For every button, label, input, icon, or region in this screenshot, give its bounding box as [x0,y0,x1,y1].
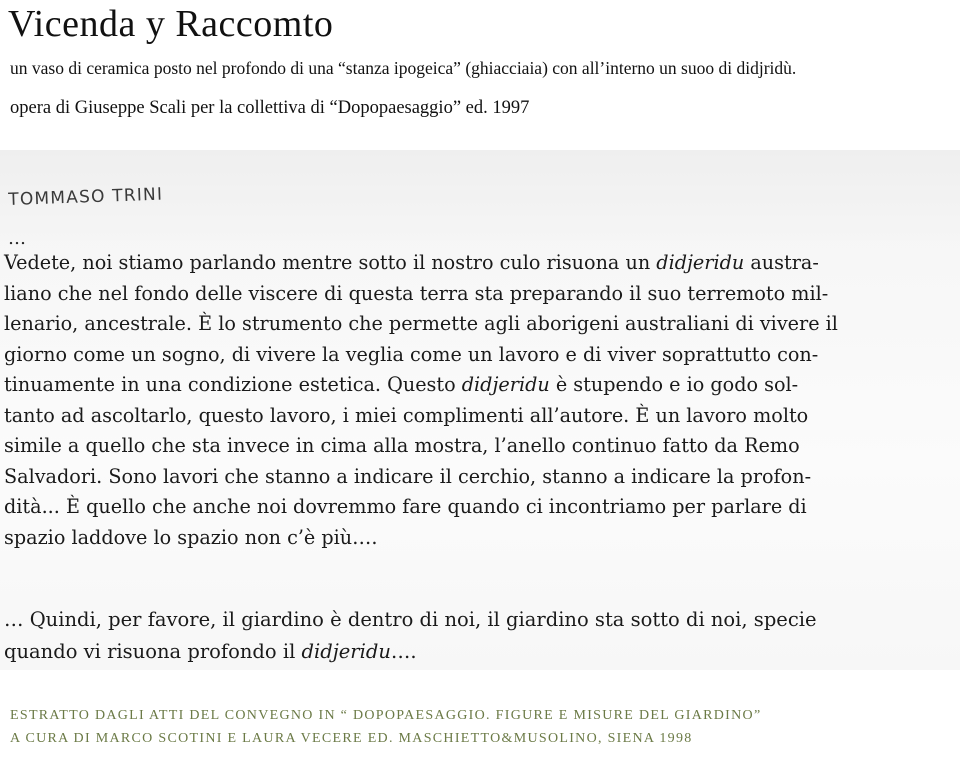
text-line: tanto ad ascoltarlo, questo lavoro, i miei complimenti all’autore. È un lavoro molto [4,403,809,427]
source-citation-line-2: A CURA DI MARCO SCOTINI E LAURA VECERE ED. MASCHIETTO&MUSOLINO, SIENA 1998 [10,731,693,746]
excerpt-paragraph-2 [4,604,954,668]
page-title: Vicenda y Raccomto [8,3,334,45]
text-line: tinuamente in una condizione estetica. Questo didjeridu è stupendo e io godo sol- [4,373,799,396]
text-line: simile a quello che sta invece in cima alla mostra, l’anello continuo fatto da Remo [4,434,800,457]
text-line: liano che nel fondo delle viscere di questa terra sta preparando il suo terremoto mil- [4,281,829,305]
opening-ellipsis: … [8,228,26,249]
source-citation-line-1: ESTRATTO DAGLI ATTI DEL CONVEGNO IN “ DOPOPAESAGGIO. FIGURE E MISURE DEL GIARDINO” [10,708,762,723]
text-line: dità... È quello che anche noi dovremmo fare quando ci incontriamo per parlare di [4,495,807,518]
text-line: Vedete, noi stiamo parlando mentre sotto il nostro culo risuona un didjeridu austra- [4,251,819,274]
text-line: spazio laddove lo spazio non c’è più…. [4,525,378,549]
excerpt-paragraph-1 [4,248,954,553]
text-line: … Quindi, per favore, il giardino è dentro di noi, il giardino sta sotto di noi, specie [4,608,817,631]
text-line: quando vi risuona profondo il didjeridu…. [4,640,417,663]
subtitle-credit: opera di Giuseppe Scali per la collettiva di “Dopopaesaggio” ed. 1997 [10,98,530,118]
text-line: giorno come un sogno, di vivere la veglia come un lavoro e di viver soprattutto con- [4,342,819,366]
text-line: lenario, ancestrale. È lo strumento che permette agli aborigeni australiani di vivere il [4,312,838,335]
author-name: TOMMASO TRINI [8,184,164,210]
text-line: Salvadori. Sono lavori che stanno a indicare il cerchio, stanno a indicare la profon- [4,464,812,488]
subtitle-description: un vaso di ceramica posto nel profondo di una “stanza ipogeica” (ghiacciaia) con all’interno un suoo di didjridù. [10,58,797,78]
